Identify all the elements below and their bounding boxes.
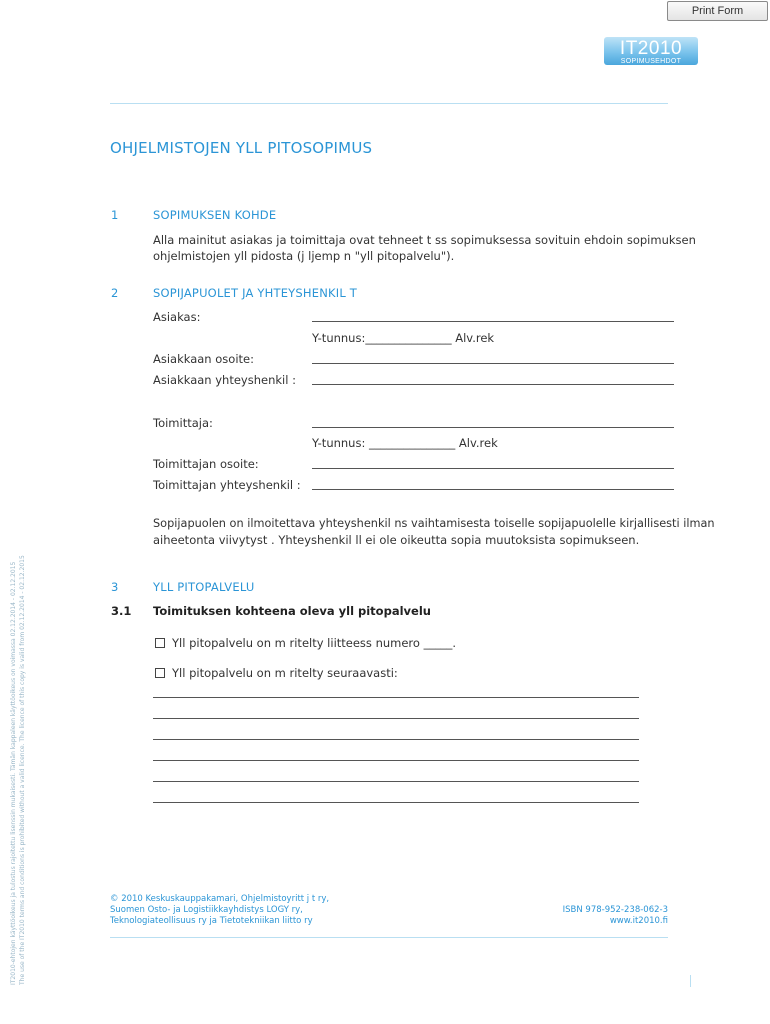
description-line-3[interactable] — [153, 739, 639, 740]
toimittaja-ytunnus[interactable]: Y-tunnus: _______________ Alv.rek — [312, 436, 498, 450]
section-3-1-heading: Toimituksen kohteena oleva yll pitopalvelu — [153, 604, 431, 618]
option1-label: Yll pitopalvelu on m ritelty liitteess numero _____. — [172, 636, 457, 650]
footer-divider — [110, 937, 668, 938]
it2010-logo — [604, 37, 698, 65]
page-marker — [690, 975, 691, 987]
section-2-number: 2 — [111, 286, 119, 300]
description-line-6[interactable] — [153, 802, 639, 803]
toimittaja-field[interactable] — [312, 427, 674, 428]
section-3-heading: YLL PITOPALVELU — [153, 580, 255, 594]
option2-label: Yll pitopalvelu on m ritelty seuraavasti: — [172, 666, 398, 680]
description-line-4[interactable] — [153, 760, 639, 761]
asiakas-osoite-label: Asiakkaan osoite: — [153, 352, 254, 366]
description-line-2[interactable] — [153, 718, 639, 719]
logo-main-text: IT2010 — [619, 38, 683, 59]
section-1-text-line1: Alla mainitut asiakas ja toimittaja ovat tehneet t ss sopimuksessa sovituin ehdoin sopimuksen — [153, 233, 696, 247]
description-line-1[interactable] — [153, 697, 639, 698]
asiakas-yhteyshenkilo-label: Asiakkaan yhteyshenkil : — [153, 373, 296, 387]
toimittaja-osoite-field[interactable] — [312, 468, 674, 469]
footer-website[interactable]: www.it2010.fi — [609, 916, 668, 926]
toimittaja-yhteyshenkilo-field[interactable] — [312, 489, 674, 490]
asiakas-yhteyshenkilo-field[interactable] — [312, 384, 674, 385]
section-3-1-number: 3.1 — [111, 604, 132, 618]
side-licence-text-en: The use of the IT2010 terms and conditions is prohibited without a valid licence. The licence of this copy is valid from 02.12.2014 - 02.12.2015 — [19, 555, 26, 985]
description-line-5[interactable] — [153, 781, 639, 782]
logo-sub-text: SOPIMUSEHDOT — [620, 58, 682, 65]
section-2-note-line2: aiheetonta viivytyst . Yhteyshenkil ll ei ole oikeutta sopia muutoksista sopimukseen. — [153, 533, 640, 547]
asiakas-field[interactable] — [312, 321, 674, 322]
section-2-note-line1: Sopijapuolen on ilmoitettava yhteyshenkil ns vaihtamisesta toiselle sopijapuolelle kirjallisesti ilman — [153, 517, 715, 530]
option2-checkbox[interactable] — [155, 668, 165, 678]
section-1-text-line2: ohjelmistojen yll pidosta (j ljemp n "yll pitopalvelu"). — [153, 249, 455, 263]
asiakas-ytunnus[interactable]: Y-tunnus:_______________ Alv.rek — [312, 331, 495, 345]
footer-isbn: ISBN 978-952-238-062-3 — [562, 905, 668, 915]
toimittaja-osoite-label: Toimittajan osoite: — [153, 457, 259, 471]
header-divider — [110, 103, 668, 104]
document-title: OHJELMISTOJEN YLL PITOSOPIMUS — [110, 139, 373, 157]
option1-checkbox[interactable] — [155, 638, 165, 648]
toimittaja-label: Toimittaja: — [153, 416, 213, 430]
print-form-button[interactable]: Print Form — [667, 1, 768, 21]
side-licence-text-fi: IT2010-ehtojen käyttöoikeus ja tulostus rajoitettu lisenssin mukaisesti. Tämän kappaleen käyttöoikeus on voimassa 02.12.2014 - 02.12.2015 — [10, 561, 17, 985]
footer-copyright-line3: Teknologiateollisuus ry ja Tietotekniikan liitto ry — [110, 916, 313, 926]
asiakas-label: Asiakas: — [153, 310, 201, 324]
toimittaja-yhteyshenkilo-label: Toimittajan yhteyshenkil : — [153, 478, 301, 492]
footer-copyright-line1: © 2010 Keskuskauppakamari, Ohjelmistoyritt j t ry, — [110, 894, 330, 904]
asiakas-osoite-field[interactable] — [312, 363, 674, 364]
footer-copyright-line2: Suomen Osto- ja Logistiikkayhdistys LOGY ry, — [110, 905, 303, 915]
section-2-heading: SOPIJAPUOLET JA YHTEYSHENKIL T — [153, 286, 358, 300]
section-1-heading: SOPIMUKSEN KOHDE — [153, 208, 277, 222]
section-3-number: 3 — [111, 580, 119, 594]
section-1-number: 1 — [111, 208, 119, 222]
